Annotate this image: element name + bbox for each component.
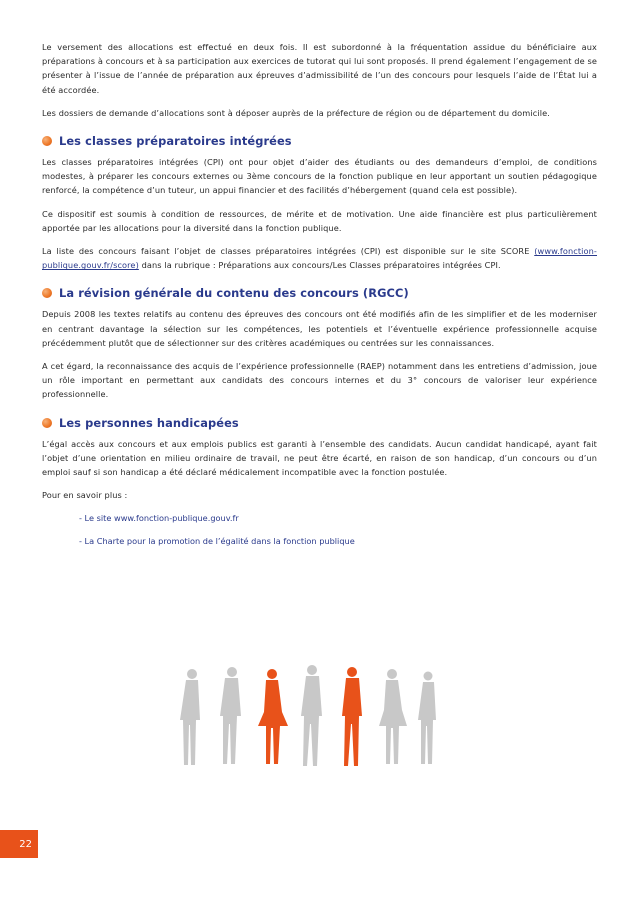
silhouette-1	[180, 669, 200, 765]
intro-paragraph-1: Le versement des allocations est effectué en deux fois. Il est subordonné à la fréquentation assidue du bénéficiaire aux préparations à concours et à sa participation aux exercices de tutorat qui lui sont proposés. Il prend également l’engagement de se présenter à l’issue de l’année de préparation aux épreuves d’admissibilité de l’un des concours pour lesquels l’aide de l’État lui a été accordée.	[42, 42, 597, 95]
handicap-paragraph-1: L’égal accès aux concours et aux emplois publics est garanti à l’ensemble des candidats. Aucun candidat handicapé, ayant fait l’objet d’une orientation en milieu ordinaire de travail, ne peut être écarté, en raison de son handicap, d’un concours ou d’un emploi sauf si son handicap a été déclaré médicalement incompatible avec la fonction postulée.	[42, 438, 597, 478]
page-number-badge	[0, 830, 38, 858]
link-fonction-publique[interactable]: - Le site www.fonction-publique.gouv.fr	[79, 513, 239, 524]
silhouette-6	[379, 669, 407, 764]
handicap-paragraph-2: Pour en savoir plus :	[42, 490, 128, 501]
orange-bullet-icon	[42, 418, 52, 428]
section-heading-handicap	[42, 416, 597, 430]
link-charte-egalite[interactable]: - La Charte pour la promotion de l’égalité dans la fonction publique	[79, 536, 355, 547]
page-number: 22	[19, 838, 32, 850]
people-silhouettes-illustration	[180, 660, 440, 770]
score-link[interactable]: (www.fonction-publique.gouv.fr/score)	[42, 246, 597, 271]
section-title-cpi: Les classes préparatoires intégrées	[59, 134, 292, 149]
silhouette-5-orange	[342, 667, 362, 766]
section-title-rgcc: La révision générale du contenu des concours (RGCC)	[59, 286, 409, 301]
orange-bullet-icon	[42, 288, 52, 298]
silhouette-2	[220, 667, 241, 764]
cpi-paragraph-3-text: La liste des concours faisant l’objet de classes préparatoires intégrées (CPI) est disponible sur le site SCORE	[42, 246, 535, 257]
links-list	[42, 511, 597, 548]
silhouette-3-orange	[258, 669, 288, 764]
cpi-paragraph-1: Les classes préparatoires intégrées (CPI) ont pour objet d’aider des étudiants ou des demandeurs d’emploi, de conditions modestes, à préparer les concours externes ou 3ème concours de la fonction publique en leur apportant un soutien pédagogique renforcé, la compétence d’un tuteur, un appui financier et des facilités d’hébergement (quand cela est possible).	[42, 157, 597, 196]
orange-bullet-icon	[42, 136, 52, 146]
section-heading-cpi	[42, 134, 597, 148]
intro-paragraph-2: Les dossiers de demande d’allocations sont à déposer auprès de la préfecture de région ou de département du domicile.	[42, 107, 550, 118]
cpi-paragraph-3	[42, 244, 597, 272]
section-heading-rgcc	[42, 286, 597, 300]
silhouette-4	[301, 665, 322, 766]
cpi-paragraph-3-end: dans la rubrique : Préparations aux concours/Les Classes préparatoires intégrées CPI.	[138, 260, 501, 271]
rgcc-paragraph-1: Depuis 2008 les textes relatifs au contenu des épreuves des concours ont été modifiés afin de les simplifier et de les moderniser en centrant davantage la sélection sur les compétences, les potentiels et l’éventuelle expérience professionnelle acquise précédemment plutôt que de sélectionner sur des critères académiques ou centrées sur les connaissances.	[42, 309, 597, 348]
page-content	[42, 40, 597, 557]
silhouette-7	[418, 672, 436, 765]
cpi-paragraph-2: Ce dispositif est soumis à condition de ressources, de mérite et de motivation. Une aide financière est plus particulièrement apportée par les allocations pour la diversité dans la fonction publique.	[42, 208, 597, 233]
section-title-handicap: Les personnes handicapées	[59, 415, 239, 430]
rgcc-paragraph-2: A cet égard, la reconnaissance des acquis de l’expérience professionnelle (RAEP) notamment dans les entretiens d’admission, joue un rôle important en permettant aux candidats des concours internes et du 3° concours de valoriser leur expérience professionnelle.	[42, 361, 597, 400]
